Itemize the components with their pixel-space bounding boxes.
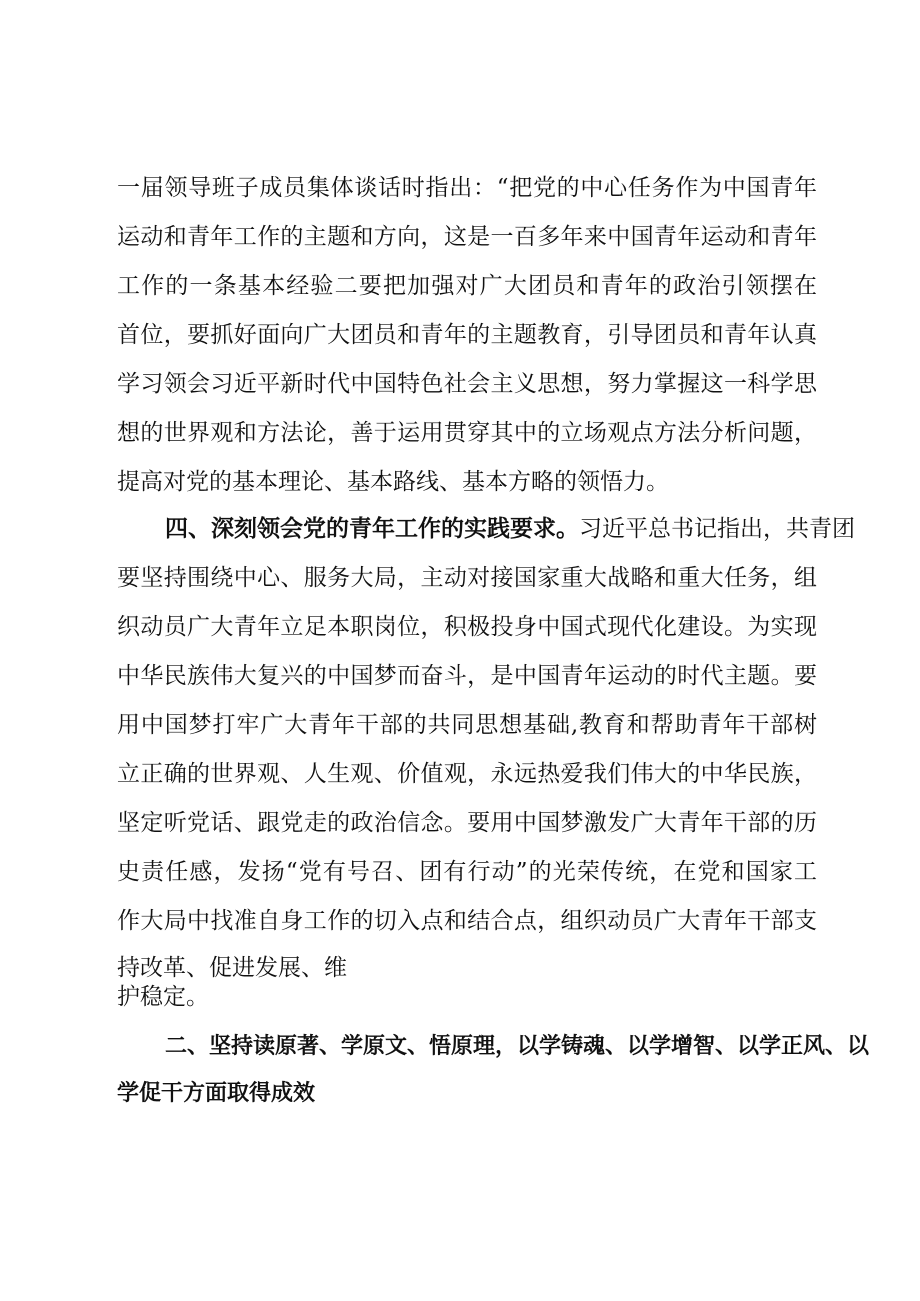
paragraph-1-line-2: 运动和青年工作的主题和方向，这是一百多年来中国青年运动和青年 [117,224,817,250]
paragraph-1-line-3: 工作的一条基本经验二要把加强对广大团员和青年的政治引领摆在 [117,273,817,299]
paragraph-1-line-5: 学习领会习近平新时代中国特色社会主义思想，努力掌握这一科学思 [117,371,817,397]
paragraph-1-line-1: 一届领导班子成员集体谈话时指出：“把党的中心任务作为中国青年 [117,175,817,201]
section-two-heading-line-2: 学促干方面取得成效 [117,1081,316,1106]
paragraph-2-line-11: 护稳定。 [117,984,209,1010]
paragraph-2-line-6: 立正确的世界观、人生观、价值观，永远热爱我们伟大的中华民族， [117,761,817,787]
section-four-heading: 四、深刻领会党的青年工作的实践要求。 [165,516,579,542]
paragraph-2-line-5: 用中国梦打牢广大青年干部的共同思想基础,教育和帮助青年干部树 [117,712,817,738]
paragraph-1-line-6: 想的世界观和方法论，善于运用贯穿其中的立场观点方法分析问题， [117,420,817,446]
paragraph-2-line-1 [165,513,855,545]
paragraph-2-line-4: 中华民族伟大复兴的中国梦而奋斗，是中国青年运动的时代主题。要 [117,663,817,689]
paragraph-1-line-7: 提高对党的基本理论、基本路线、基本方略的领悟力。 [117,469,669,495]
section-two-heading-line-1: 二、坚持读原著、学原文、悟原理，以学铸魂、以学增智、以学正风、以 [165,1034,870,1059]
paragraph-2-line-7: 坚定听党话、跟党走的政治信念。要用中国梦激发广大青年干部的历 [117,810,817,836]
paragraph-2-line-9: 作大局中找准自身工作的切入点和结合点，组织动员广大青年干部支 [117,908,817,934]
paragraph-2-line-10: 持改革、促进发展、维 [117,955,347,981]
paragraph-2-lead-text: 习近平总书记指出，共青团 [579,516,855,542]
paragraph-2-line-8: 史责任感，发扬“党有号召、团有行动”的光荣传统，在党和国家工 [117,859,817,885]
paragraph-2-line-3: 织动员广大青年立足本职岗位，积极投身中国式现代化建设。为实现 [117,614,817,640]
paragraph-2-line-2: 要坚持围绕中心、服务大局，主动对接国家重大战略和重大任务，组 [117,565,817,591]
paragraph-1-line-4: 首位，要抓好面向广大团员和青年的主题教育，引导团员和青年认真 [117,322,817,348]
